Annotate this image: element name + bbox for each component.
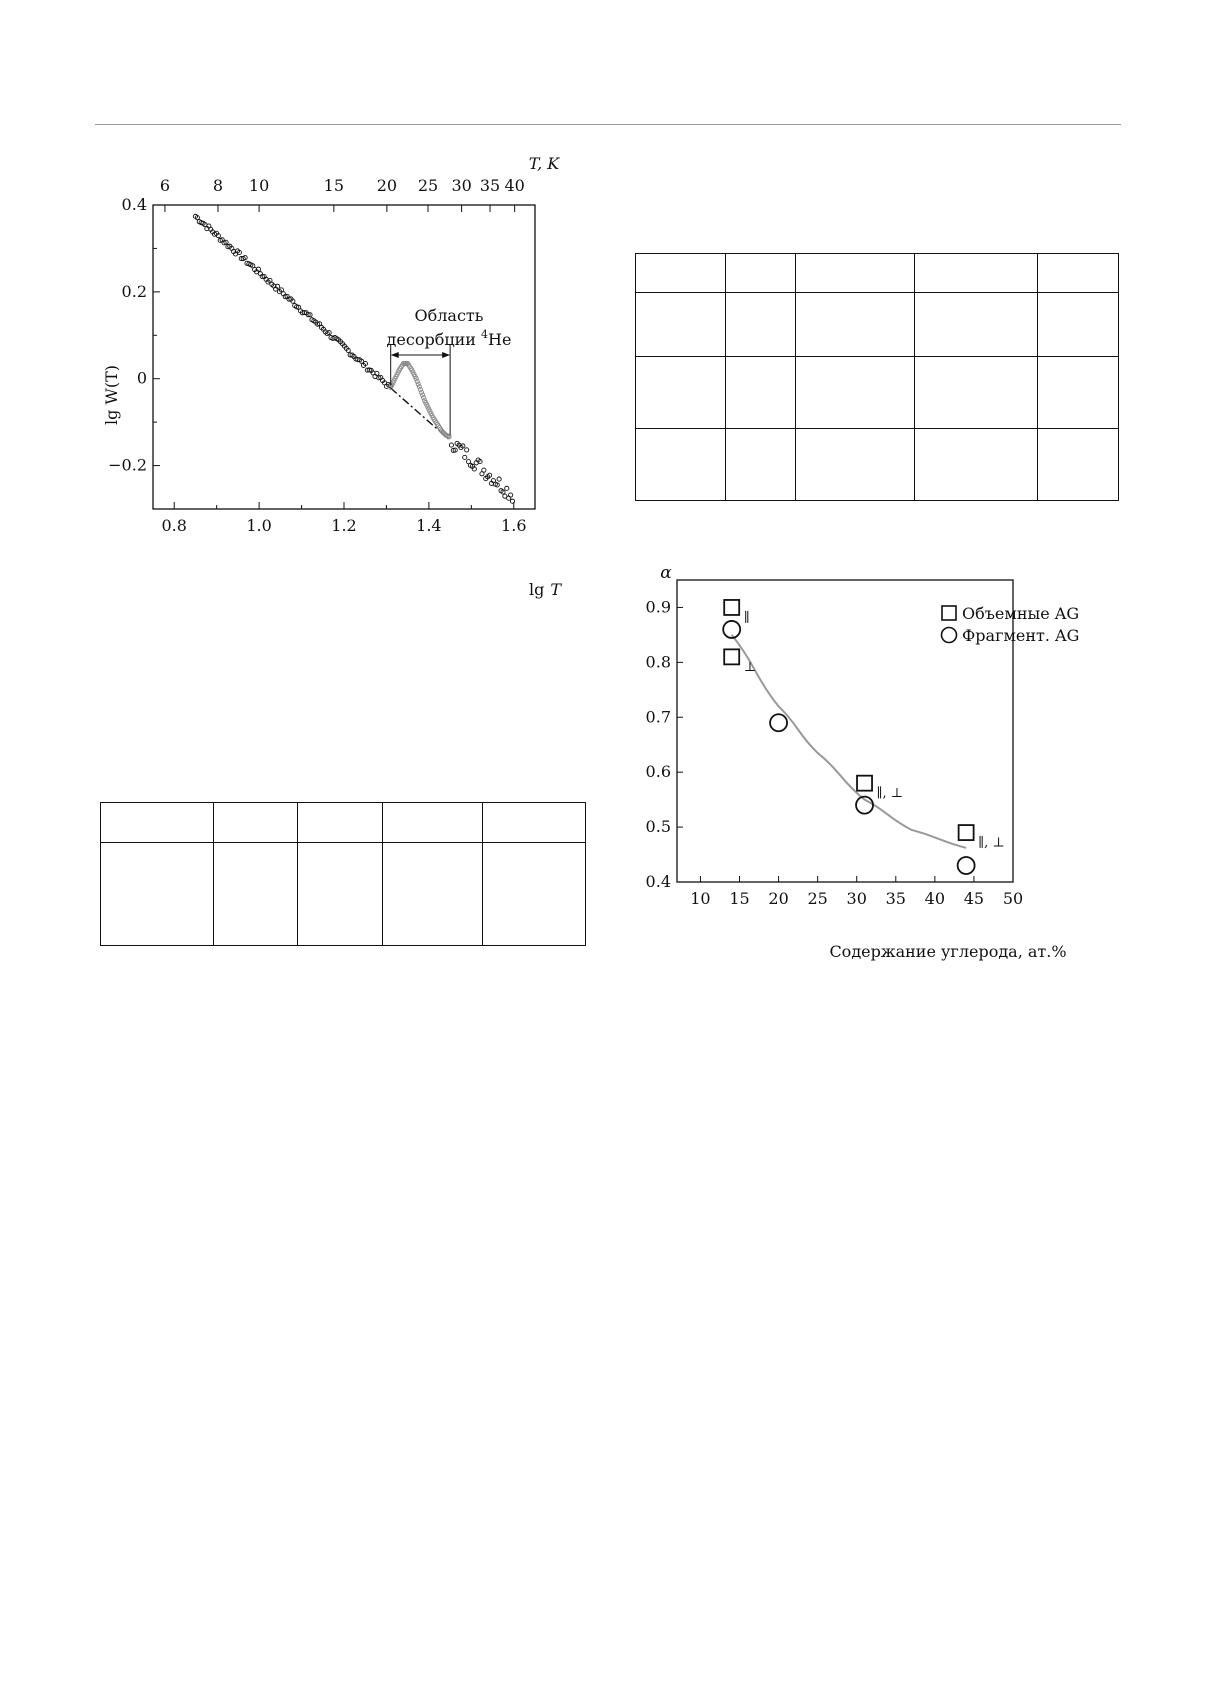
table-cell	[726, 357, 796, 429]
annotation-superscript: 4	[481, 328, 489, 341]
top-tick-label: 25	[417, 176, 439, 195]
y-axis-label: α	[660, 563, 672, 583]
table-cell	[1038, 254, 1119, 293]
alpha-carbon-chart	[640, 560, 1120, 970]
bulk-ag-point	[959, 825, 974, 840]
y-tick-label: 0.2	[121, 281, 147, 301]
table-cell	[915, 254, 1038, 293]
desorption-point	[419, 390, 423, 394]
table-cell	[1038, 293, 1119, 357]
x-tick-label: 25	[807, 889, 828, 908]
data-table-top-right	[635, 253, 1119, 501]
y-tick-label: 0.5	[645, 817, 671, 837]
table-cell	[796, 293, 915, 357]
top-tick-label: 15	[323, 176, 345, 195]
annotation-line2a: десорбции	[386, 330, 482, 349]
x-tick-label: 1.6	[501, 516, 527, 535]
table-cell	[383, 843, 483, 946]
orientation-label: ⊥	[743, 659, 756, 675]
y-tick-label: 0.4	[645, 872, 671, 891]
desorption-point	[416, 382, 420, 386]
table-cell	[726, 254, 796, 293]
table-cell	[214, 803, 298, 843]
fragment-ag-point	[770, 714, 787, 731]
data-point	[463, 455, 467, 459]
y-tick-label: 0.7	[645, 707, 671, 727]
data-point	[505, 486, 509, 490]
x-tick-label: 20	[768, 889, 789, 908]
table-cell	[214, 843, 298, 946]
y-axis-label: lg W(T)	[102, 364, 121, 426]
top-axis-label: T, K	[528, 154, 560, 173]
bulk-ag-point	[724, 649, 739, 664]
table-cell	[915, 357, 1038, 429]
x-axis-label: Содержание углерода, ат.%	[829, 942, 1067, 961]
legend	[942, 604, 1080, 645]
x-tick-label: 45	[963, 889, 985, 908]
annotation-line1: Область	[414, 306, 484, 325]
x-axis-label-prefix: lg	[528, 580, 545, 599]
top-tick-label: 40	[504, 176, 525, 195]
x-tick-label: 50	[1002, 889, 1024, 908]
x-axis-label	[529, 580, 562, 599]
desorption-point	[417, 385, 421, 389]
annotation-line2b: He	[488, 330, 512, 349]
bulk-ag-point	[857, 776, 872, 791]
fragment-ag-point	[856, 797, 873, 814]
orientation-label: ∥, ⊥	[978, 835, 1005, 851]
y-tick-label: −0.2	[108, 455, 147, 475]
y-tick-label: 0.9	[645, 597, 671, 617]
table-cell	[796, 429, 915, 501]
data-table-bottom-left	[100, 802, 586, 946]
y-tick-label: 0	[136, 368, 147, 388]
table-cell	[796, 254, 915, 293]
table-cell	[726, 293, 796, 357]
top-tick-label: 35	[479, 176, 501, 195]
table-cell	[483, 843, 586, 946]
desorption-point	[420, 393, 424, 397]
table-cell	[298, 803, 383, 843]
fragment-ag-point	[958, 857, 975, 874]
legend-label-bulk: Объемные AG	[962, 604, 1080, 623]
table-cell	[636, 357, 726, 429]
table-cell	[483, 803, 586, 843]
table-cell	[636, 293, 726, 357]
x-tick-label: 40	[924, 889, 946, 908]
range-arrow-right	[442, 352, 450, 358]
top-tick-label: 8	[212, 176, 224, 195]
legend-square-marker	[942, 606, 956, 620]
header-rule	[95, 124, 1121, 125]
x-axis-label-variable: T	[550, 580, 562, 599]
table-cell	[101, 803, 214, 843]
resistance-temperature-chart	[95, 145, 595, 605]
x-tick-label: 1.4	[416, 516, 442, 535]
x-tick-label: 30	[846, 889, 867, 908]
desorption-point	[415, 379, 419, 383]
top-tick-label: 10	[248, 176, 270, 195]
data-point	[465, 448, 469, 452]
top-tick-label: 30	[451, 176, 472, 195]
x-tick-label: 1.2	[331, 516, 357, 535]
x-tick-label: 0.8	[161, 516, 187, 535]
table-cell	[915, 429, 1038, 501]
table-cell	[1038, 429, 1119, 501]
y-tick-label: 0.4	[121, 195, 147, 214]
table-cell	[726, 429, 796, 501]
x-tick-label: 10	[690, 889, 711, 908]
table-cell	[915, 293, 1038, 357]
top-tick-label: 6	[159, 176, 171, 195]
y-tick-label: 0.8	[645, 652, 671, 672]
table-cell	[796, 357, 915, 429]
annotation-line2	[387, 328, 512, 349]
x-tick-label: 15	[729, 889, 750, 908]
legend-circle-marker	[942, 628, 957, 643]
bulk-ag-point	[724, 600, 739, 615]
table-cell	[383, 803, 483, 843]
fragment-ag-point	[723, 621, 740, 638]
desorption-point	[421, 396, 425, 400]
y-tick-label: 0.6	[645, 762, 671, 782]
fit-curve	[732, 635, 966, 848]
top-tick-label: 20	[376, 176, 398, 195]
table-cell	[1038, 357, 1119, 429]
data-point	[510, 499, 514, 503]
desorption-point	[418, 387, 422, 391]
plot-frame	[153, 205, 535, 509]
x-tick-label: 35	[885, 889, 906, 908]
table-cell	[101, 843, 214, 946]
x-tick-label: 1.0	[246, 516, 272, 535]
orientation-label: ∥, ⊥	[876, 786, 904, 802]
range-arrow-left	[391, 352, 399, 358]
data-point	[497, 477, 501, 481]
table-cell	[636, 254, 726, 293]
data-point	[482, 468, 486, 472]
orientation-label: ∥	[743, 610, 750, 626]
legend-label-fragment: Фрагмент. AG	[962, 626, 1080, 645]
table-cell	[636, 429, 726, 501]
data-point	[449, 443, 453, 447]
table-cell	[298, 843, 383, 946]
